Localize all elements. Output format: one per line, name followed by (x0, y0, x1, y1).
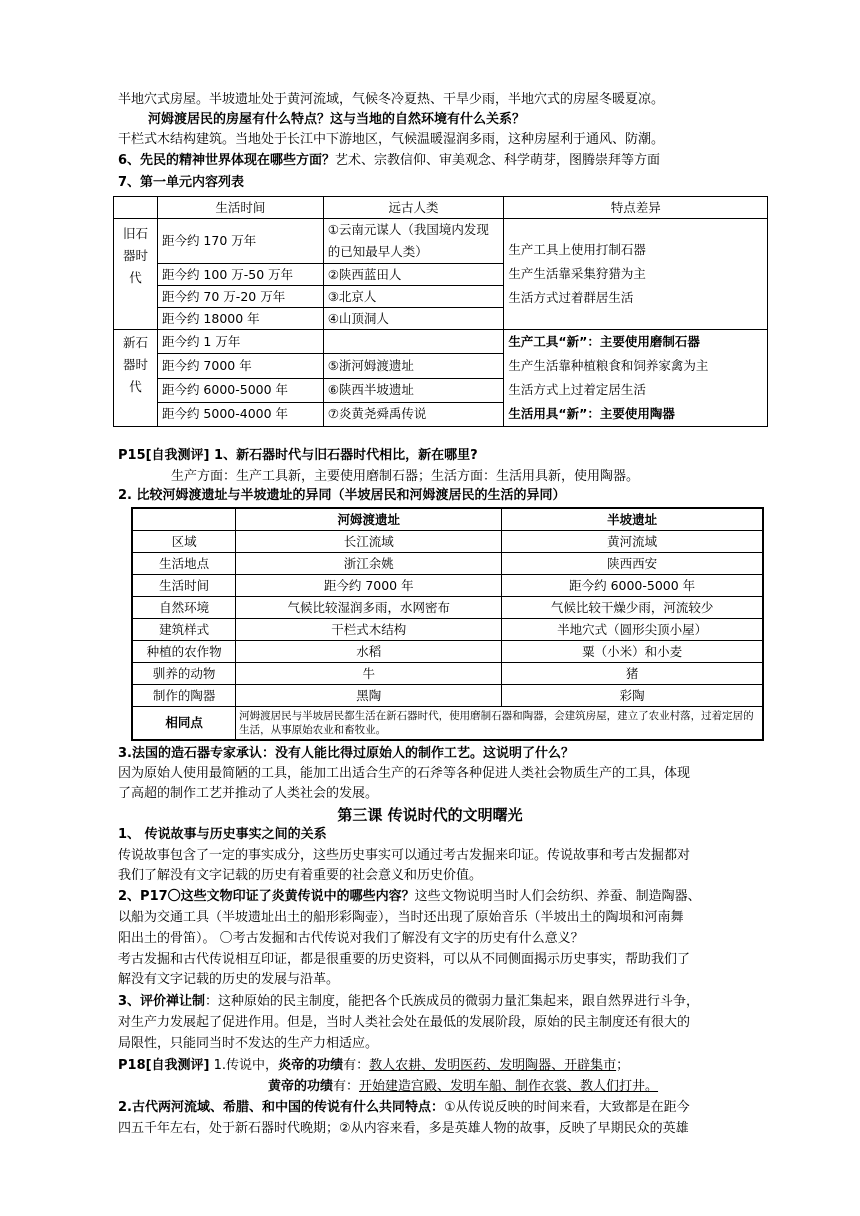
table-cell: 距今约 6000-5000 年 (157, 378, 323, 402)
text-line: 以船为交通工具（半坡遗址出土的船形彩陶壶），当时还出现了原始音乐（半坡出土的陶埙和河南舞 (118, 910, 684, 925)
question-line: 2. 比较河姆渡遗址与半坡遗址的异同（半坡居民和河姆渡居民的生活的异同） (118, 488, 566, 503)
table-cell: 彩陶 (502, 685, 763, 707)
text-line: 考古发掘和古代传说相互印证，都是很重要的历史资料，可以从不同侧面揭示历史事实，帮助我们了 (118, 952, 691, 967)
table-cell: ⑤浙河姆渡遗址 (323, 354, 504, 378)
text-line: 传说故事包含了一定的事实成分，这些历史事实可以通过考古发掘来印证。传说故事和考古发掘都对 (118, 848, 691, 863)
table-header-cell: 生活时间 (157, 197, 323, 219)
table-cell: 气候比较干燥少雨，河流较少 (502, 597, 763, 619)
feature-item: 生活方式过着群居生活 (508, 290, 634, 305)
table-cell: 干栏式木结构 (236, 619, 502, 641)
comparison-table (131, 507, 764, 741)
table-row (132, 553, 763, 575)
table-header-cell (132, 508, 236, 531)
table-row (114, 330, 768, 354)
answer-line: 因为原始人使用最简陋的工具，能加工出适合生产的石斧等各种促进人类社会物质生产的工具，体现 (118, 766, 691, 781)
table-row (132, 531, 763, 553)
unit-content-table (113, 196, 768, 427)
text-span: ； (616, 1058, 630, 1073)
table-cell: 水稻 (236, 641, 502, 663)
table-row (132, 685, 763, 707)
text-line: 局限性，只能同当时不发达的生产力相适应。 (118, 1036, 379, 1051)
table-cell: ③北京人 (323, 286, 504, 308)
table-cell: 距今约 18000 年 (157, 308, 323, 330)
text-line: 四五千年左右，处于新石器时代晚期；②从内容来看，多是英雄人物的故事，反映了早期民众的英雄 (118, 1121, 689, 1136)
table-cell: 距今约 70 万-20 万年 (157, 286, 323, 308)
question-line: P15[自我测评] 1、新石器时代与旧石器时代相比，新在哪里? (118, 448, 478, 463)
row-label: 生活时间 (132, 575, 236, 597)
table-cell: 陕西西安 (502, 553, 763, 575)
text-span: 有： (333, 1079, 360, 1094)
row-label: 自然环境 (132, 597, 236, 619)
text-span: 黄帝的功绩 (268, 1079, 334, 1094)
table-row (132, 575, 763, 597)
table-header-cell: 远古人类 (323, 197, 504, 219)
table-header-row (132, 508, 763, 531)
answer-text: 艺术、宗教信仰、审美观念、科学萌芽，图腾崇拜等方面 (335, 153, 661, 168)
lesson-title: 第三课 传说时代的文明曙光 (337, 806, 523, 824)
table-cell: 黄河流域 (502, 531, 763, 553)
table-cell: 距今约 170 万年 (157, 219, 323, 264)
answer-line: 生产方面：生产工具新，主要使用磨制石器；生活方面：生活用具新，使用陶器。 (171, 469, 640, 484)
question-line: 河姆渡居民的房屋有什么特点？这与当地的自然环境有什么关系？ (148, 112, 526, 127)
table-header-cell: 河姆渡遗址 (236, 508, 502, 531)
feature-item: 生活方式上过着定居生活 (508, 382, 646, 397)
era-cell: 新石器时代 (114, 330, 158, 427)
text-line: 对生产力发展起了促进作用。但是，当时人类社会处在最低的发展阶段，原始的民主制度还有很大的 (118, 1015, 691, 1030)
feature-item: 生产工具“新”：主要使用磨制石器 (508, 334, 700, 349)
feature-item: 生产生活靠采集狩猎为主 (508, 266, 646, 281)
table-cell: ④山顶洞人 (323, 308, 504, 330)
answer-text: ：这种原始的民主制度，能把各个氏族成员的微弱力量汇集起来，跟自然界进行斗争， (205, 994, 700, 1009)
question-text: 2.古代两河流域、希腊、和中国的传说有什么共同特点： (118, 1100, 444, 1115)
table-row (132, 619, 763, 641)
underlined-answer: 教人农耕、发明医药、发明陶器、开辟集市 (369, 1058, 617, 1073)
table-row (132, 597, 763, 619)
table-cell: 粟（小米）和小麦 (502, 641, 763, 663)
table-cell: 半地穴式（圆形尖顶小屋） (502, 619, 763, 641)
features-cell (504, 219, 768, 330)
row-label: 建筑样式 (132, 619, 236, 641)
table-cell: 距今约 6000-5000 年 (502, 575, 763, 597)
features-cell (504, 330, 768, 427)
underlined-answer: 开始建造宫殿、发明车船、制作衣裳、教人们打井。 (359, 1079, 659, 1094)
question-line (118, 1098, 690, 1118)
question-line (118, 887, 701, 907)
row-label: 区域 (132, 531, 236, 553)
question-line (118, 1056, 629, 1076)
table-header-cell: 半坡遗址 (502, 508, 763, 531)
answer-line: 了高超的制作工艺并推动了人类社会的发展。 (118, 786, 379, 801)
table-cell: 距今约 7000 年 (236, 575, 502, 597)
table-cell: 距今约 5000-4000 年 (157, 402, 323, 426)
table-cell: ①云南元谋人（我国境内发现的已知最早人类） (323, 219, 504, 264)
question-line (118, 151, 660, 171)
era-cell: 旧石器时代 (114, 219, 158, 330)
table-cell: 长江流域 (236, 531, 502, 553)
section-title: 7、第一单元内容列表 (118, 175, 245, 190)
question-text: 6、先民的精神世界体现在哪些方面？ (118, 153, 336, 168)
table-cell: 牛 (236, 663, 502, 685)
section-heading: 1、 传说故事与历史事实之间的关系 (118, 827, 327, 842)
question-line (118, 992, 699, 1012)
text-span: 炎帝的功绩 (278, 1058, 344, 1073)
table-cell: ②陕西蓝田人 (323, 264, 504, 286)
table-header-cell: 特点差异 (504, 197, 768, 219)
text-line: 半地穴式房屋。半坡遗址处于黄河流域，气候冬冷夏热、干旱少雨，半地穴式的房屋冬暖夏凉。 (118, 92, 665, 107)
similarities-cell: 河姆渡居民与半坡居民都生活在新石器时代，使用磨制石器和陶器，会建筑房屋，建立了农业村落，过着定居的生活，从事原始农业和畜牧业。 (236, 707, 763, 741)
row-label: 种植的农作物 (132, 641, 236, 663)
table-cell: 浙江余姚 (236, 553, 502, 575)
table-cell: 黑陶 (236, 685, 502, 707)
table-row (132, 641, 763, 663)
row-label: 制作的陶器 (132, 685, 236, 707)
question-text: 3、评价禅让制 (118, 994, 206, 1009)
answer-text: 这些文物说明当时人们会纺织、养蚕、制造陶器、 (414, 889, 701, 904)
table-cell: ⑥陕西半坡遗址 (323, 378, 504, 402)
row-label: 驯养的动物 (132, 663, 236, 685)
feature-item: 生活用具“新”：主要使用陶器 (508, 406, 675, 421)
question-line: 3.法国的造石器专家承认：没有人能比得过原始人的制作工艺。这说明了什么？ (118, 746, 574, 761)
table-header-row (114, 197, 768, 219)
question-text: P18[自我测评] (118, 1058, 210, 1073)
table-cell: ⑦炎黄尧舜禹传说 (323, 402, 504, 426)
answer-text: ①从传说反映的时间来看，大致都是在距今 (443, 1100, 690, 1115)
table-row (114, 219, 768, 264)
question-text: 2、P17〇这些文物印证了炎黄传说中的哪些内容？ (118, 889, 415, 904)
text-line (268, 1077, 658, 1097)
text-line: 解没有文字记载的历史的发展与沿革。 (118, 972, 340, 987)
table-cell: 距今约 7000 年 (157, 354, 323, 378)
feature-item: 生产工具上使用打制石器 (508, 242, 646, 257)
feature-item: 生产生活靠种植粮食和饲养家禽为主 (508, 358, 709, 373)
table-cell (114, 197, 158, 219)
text-line: 干栏式木结构建筑。当地处于长江中下游地区，气候温暖湿润多雨，这种房屋利于通风、防潮。 (118, 132, 665, 147)
text-line: 阳出土的骨笛）。 〇考古发掘和古代传说对我们了解没有文字的历史有什么意义？ (118, 931, 584, 946)
text-span: 有： (343, 1058, 370, 1073)
text-span: 1.传说中， (209, 1058, 279, 1073)
text-line: 我们了解没有文字记载的历史有着重要的社会意义和历史价值。 (118, 868, 483, 883)
table-cell: 距今约 1 万年 (157, 330, 323, 354)
row-label: 生活地点 (132, 553, 236, 575)
table-row (132, 663, 763, 685)
table-row (132, 707, 763, 741)
table-cell: 猪 (502, 663, 763, 685)
table-cell (323, 330, 504, 354)
table-cell: 距今约 100 万-50 万年 (157, 264, 323, 286)
row-label: 相同点 (132, 707, 236, 741)
table-cell: 气候比较湿润多雨，水网密布 (236, 597, 502, 619)
